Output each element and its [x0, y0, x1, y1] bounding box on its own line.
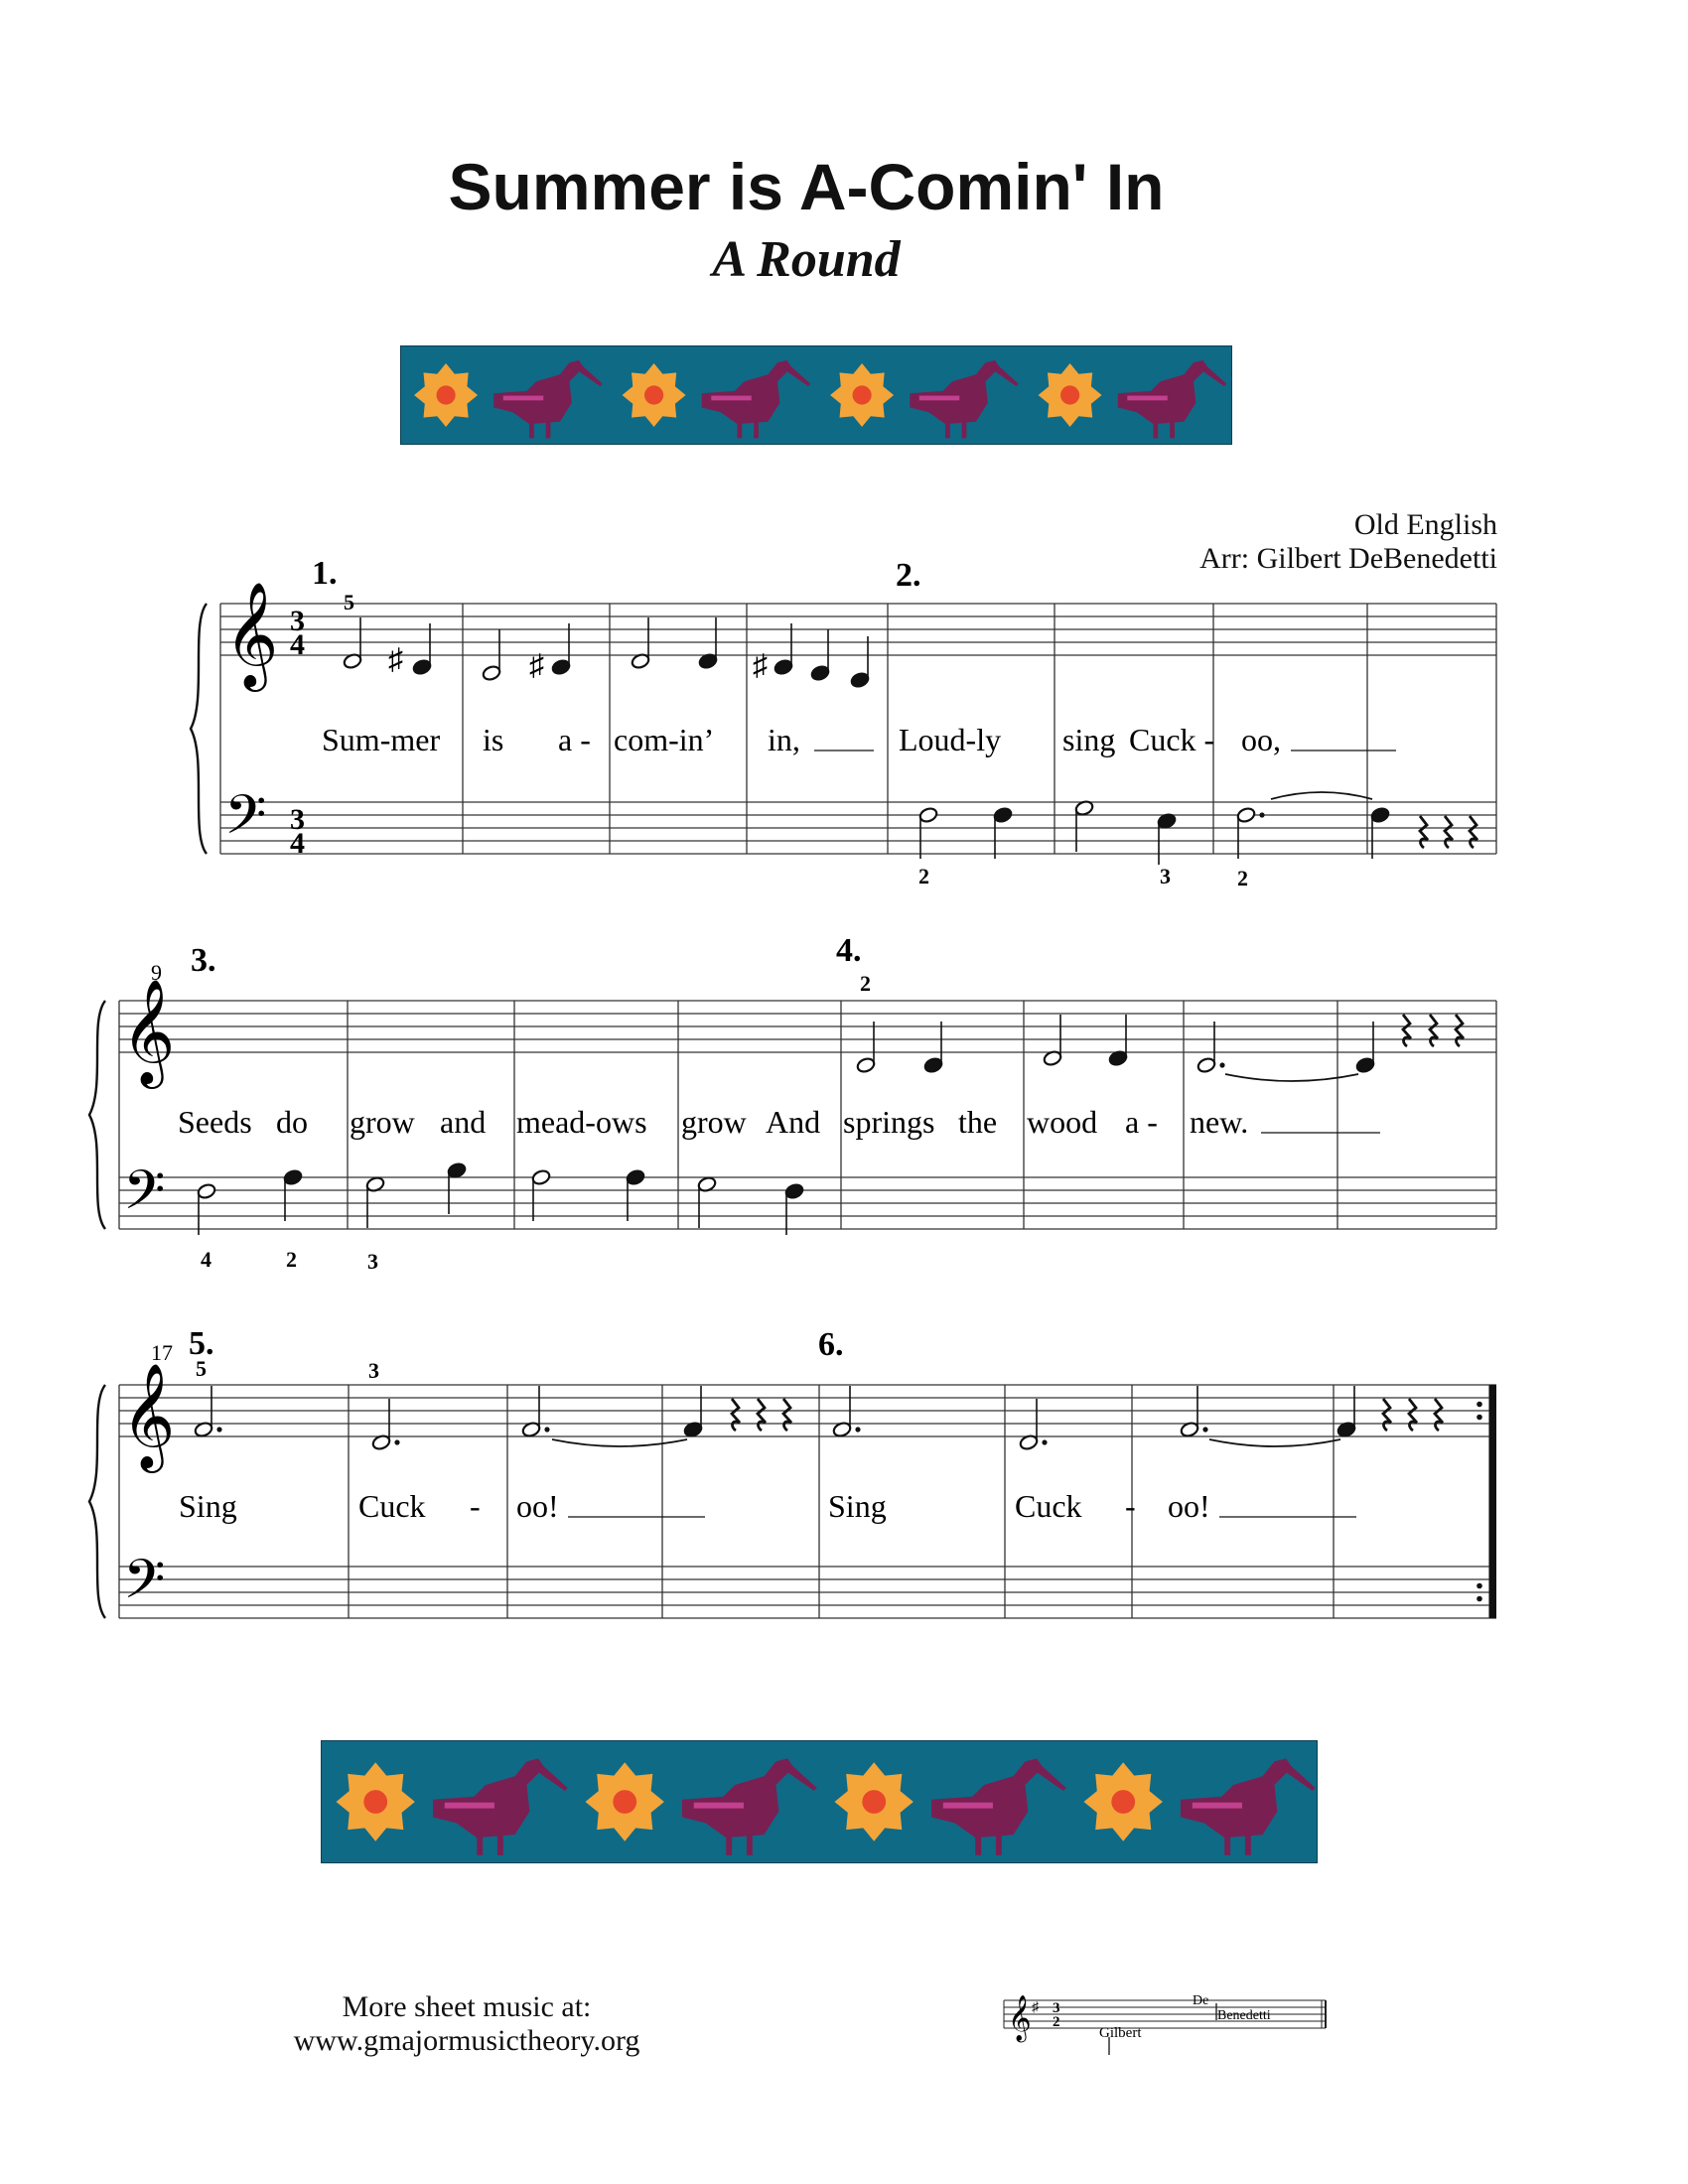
bass-clef-icon: 𝄢	[123, 1161, 166, 1234]
lyric: oo,	[1241, 722, 1281, 757]
fingering: 3	[1160, 864, 1171, 888]
sig-text-2: De	[1193, 1993, 1209, 2008]
sig-time-top: 3	[1053, 2000, 1060, 2016]
quarter-rest-icon	[732, 1399, 740, 1431]
quarter-note	[1355, 1056, 1375, 1073]
note-dot	[394, 1439, 399, 1444]
note-dot	[216, 1427, 221, 1432]
lyric: Sing	[828, 1488, 887, 1524]
lyric: Cuck	[1015, 1488, 1082, 1524]
lyric: and	[440, 1104, 487, 1140]
measure-number: 17	[151, 1340, 173, 1365]
footer-text: More sheet music at:	[342, 1990, 592, 2023]
fingering: 5	[344, 590, 354, 614]
lyric: sing	[1062, 722, 1116, 757]
bird-leg	[1245, 1835, 1251, 1855]
tie	[1225, 1074, 1358, 1081]
bird-leg	[477, 1835, 483, 1855]
quarter-note	[923, 1056, 943, 1073]
half-note	[918, 806, 938, 823]
page-subtitle: A Round	[712, 231, 901, 288]
sharp-icon: ♯	[529, 649, 544, 682]
lyric: a -	[558, 722, 591, 757]
lyric: Sum-mer	[322, 722, 441, 757]
quarter-rest-icon	[1383, 1399, 1391, 1431]
quarter-note	[850, 671, 870, 688]
measure-number: 9	[151, 960, 162, 985]
fingering: 3	[367, 1249, 378, 1274]
repeat-dot	[1477, 1415, 1482, 1421]
quarter-rest-icon	[1430, 1015, 1438, 1046]
bird-leg	[726, 1835, 732, 1855]
sig-text-1: Gilbert	[1099, 2025, 1142, 2041]
section-label: 3.	[191, 942, 216, 979]
lyric: is	[483, 722, 504, 757]
half-note	[482, 664, 501, 681]
quarter-rest-icon	[1420, 816, 1428, 848]
composer-origin: Old English	[1353, 508, 1497, 541]
note-dot	[544, 1427, 549, 1432]
lyric: do	[276, 1104, 308, 1140]
final-barline	[1489, 1385, 1496, 1618]
lyric: grow	[681, 1104, 747, 1140]
quarter-rest-icon	[1456, 1015, 1464, 1046]
tie	[552, 1439, 687, 1446]
bird-leg	[1224, 1835, 1230, 1855]
quarter-rest-icon	[758, 1399, 766, 1431]
section-label: 6.	[818, 1326, 844, 1363]
bass-clef-icon: 𝄢	[224, 786, 267, 859]
lyric: mead-ows	[516, 1104, 647, 1140]
section-label: 1.	[312, 555, 338, 592]
lyric: grow	[350, 1104, 415, 1140]
fingering: 4	[201, 1247, 211, 1272]
treble-clef-icon: 𝄞	[121, 1365, 176, 1466]
lyric: Seeds	[178, 1104, 252, 1140]
quarter-rest-icon	[1409, 1399, 1417, 1431]
half-note	[856, 1056, 876, 1073]
repeat-dot	[1477, 1402, 1482, 1408]
quarter-note	[283, 1168, 303, 1185]
bird-leg	[996, 1835, 1002, 1855]
lyric: Loud-ly	[899, 722, 1002, 757]
footer	[268, 1990, 665, 2058]
half-note	[531, 1168, 551, 1185]
flower-center	[363, 1790, 387, 1814]
lyric: new.	[1190, 1104, 1249, 1140]
quarter-note	[993, 806, 1013, 823]
sig-time-bottom: 2	[1053, 2014, 1060, 2030]
quarter-note	[784, 1182, 804, 1199]
quarter-note	[1370, 806, 1390, 823]
brace	[89, 1385, 105, 1618]
composer-arranger: Arr: Gilbert DeBenedetti	[1199, 542, 1497, 575]
lyric: wood	[1027, 1104, 1098, 1140]
sig-sharp-icon: ♯	[1032, 2000, 1039, 2015]
lyric: in,	[768, 722, 800, 757]
note-dot	[1202, 1427, 1207, 1432]
flower-center	[1111, 1790, 1135, 1814]
quarter-note	[551, 658, 571, 675]
fingering: 2	[918, 864, 929, 888]
note-dot	[855, 1427, 860, 1432]
lyric: -	[470, 1488, 481, 1524]
lyric: Cuck	[358, 1488, 426, 1524]
sharp-icon: ♯	[753, 649, 768, 682]
sharp-icon: ♯	[388, 643, 403, 676]
decorative-banner-bottom	[321, 1740, 1318, 1863]
section-label: 4.	[836, 932, 862, 969]
quarter-note	[810, 664, 830, 681]
quarter-note	[447, 1161, 467, 1178]
tie	[1209, 1439, 1340, 1446]
fingering: 5	[196, 1356, 207, 1381]
time-signature-bottom: 4	[290, 827, 305, 860]
bird-wing	[445, 1803, 494, 1809]
lyric: springs	[843, 1104, 935, 1140]
note-dot	[1042, 1439, 1047, 1444]
quarter-rest-icon	[783, 1399, 791, 1431]
note-dot	[1219, 1062, 1224, 1067]
bass-clef-icon: 𝄢	[123, 1551, 166, 1623]
brace	[89, 1001, 105, 1229]
quarter-rest-icon	[1403, 1015, 1411, 1046]
half-note	[1196, 1056, 1216, 1073]
quarter-note	[626, 1168, 645, 1185]
fingering: 2	[860, 971, 871, 996]
lyric: com-in’	[614, 722, 715, 757]
signature-staff-logo	[998, 1985, 1336, 2065]
flower-center	[613, 1790, 636, 1814]
lyric: Sing	[179, 1488, 237, 1524]
treble-clef-icon: 𝄞	[121, 981, 176, 1082]
note-dot	[1259, 812, 1264, 817]
footer-link[interactable]: www.gmajormusictheory.org	[293, 2024, 640, 2057]
repeat-dot	[1477, 1583, 1482, 1589]
lyric: And	[766, 1104, 821, 1140]
bird-leg	[497, 1835, 503, 1855]
lyric: a -	[1125, 1104, 1158, 1140]
bird-wing	[694, 1803, 744, 1809]
fingering: 2	[1237, 866, 1248, 890]
time-signature-top: 3	[290, 605, 305, 637]
quarter-rest-icon	[1470, 816, 1477, 848]
time-signature-bottom: 4	[290, 628, 305, 661]
time-signature-top: 3	[290, 803, 305, 836]
sig-treble-clef-icon: 𝄞	[1008, 1995, 1032, 2040]
quarter-note	[412, 658, 432, 675]
bird-leg	[975, 1835, 981, 1855]
quarter-rest-icon	[1445, 816, 1453, 848]
half-note	[197, 1182, 216, 1199]
fingering: 2	[286, 1247, 297, 1272]
half-note	[1236, 806, 1256, 823]
page-title: Summer is A-Comin' In	[448, 150, 1165, 223]
bird-wing	[943, 1803, 993, 1809]
lyric: -	[1125, 1488, 1136, 1524]
repeat-dot	[1477, 1596, 1482, 1602]
section-label: 5.	[189, 1325, 214, 1362]
lyric: oo!	[1168, 1488, 1210, 1524]
flower-center	[862, 1790, 886, 1814]
tie	[1271, 792, 1372, 799]
section-label: 2.	[896, 557, 921, 594]
quarter-rest-icon	[1435, 1399, 1443, 1431]
bird-leg	[747, 1835, 753, 1855]
bird-wing	[1193, 1803, 1242, 1809]
lyric: the	[958, 1104, 998, 1140]
treble-clef-icon: 𝄞	[224, 584, 279, 685]
sig-text-3: Benedetti	[1217, 2008, 1271, 2023]
fingering: 3	[368, 1358, 379, 1383]
lyric: Cuck -	[1129, 722, 1215, 757]
quarter-note	[774, 658, 793, 675]
lyric: oo!	[516, 1488, 559, 1524]
brace	[191, 604, 207, 854]
